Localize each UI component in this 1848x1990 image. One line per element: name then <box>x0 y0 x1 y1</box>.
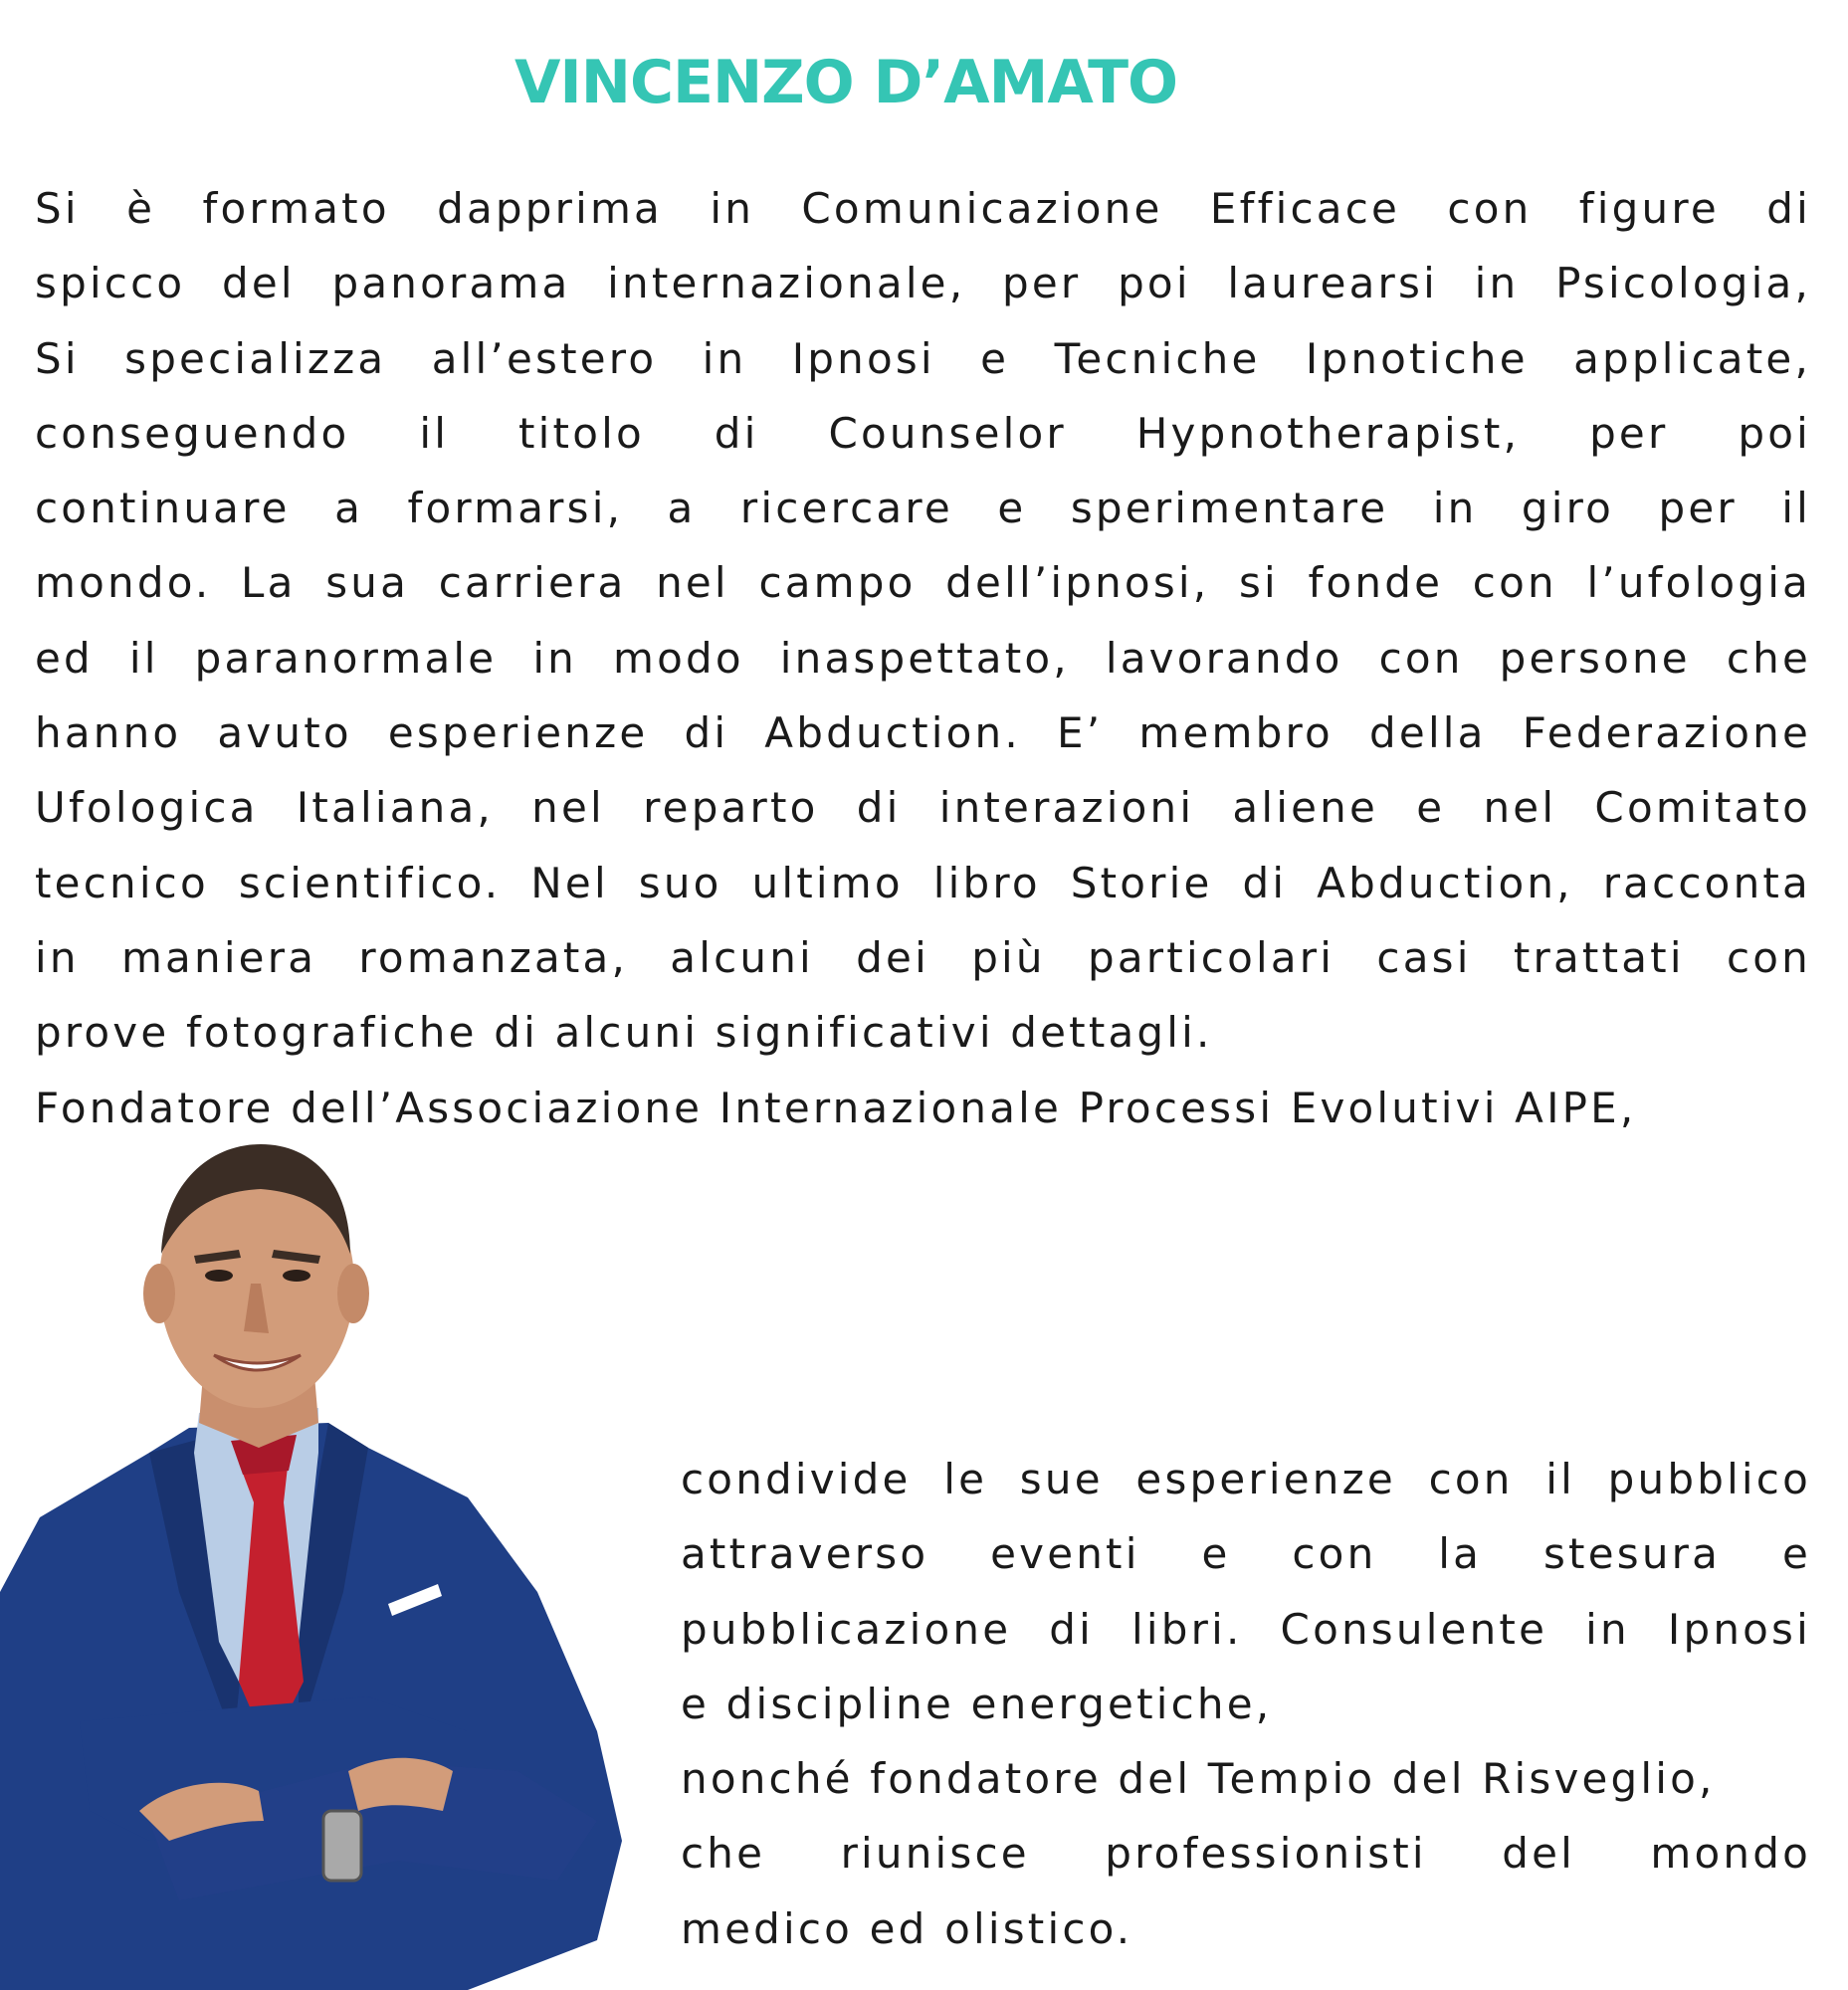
bio-line: Ufologica Italiana, nel reparto di interazioni aliene e nel Comitato <box>35 783 1811 833</box>
bio-line: Si è formato dapprima in Comunicazione Efficace con figure di <box>35 184 1811 233</box>
biography-text-top <box>35 171 1811 1145</box>
bio-line: hanno avuto esperienze di Abduction. E’ membro della Federazione <box>35 708 1811 758</box>
bio-line: continuare a formarsi, a ricercare e sperimentare in giro per il <box>35 484 1811 533</box>
portrait-image <box>0 1124 622 1990</box>
bio-line: e discipline energetiche, <box>681 1679 1273 1728</box>
bio-line: condivide le sue esperienze con il pubblico <box>681 1455 1811 1503</box>
bio-line: medico ed olistico. <box>681 1903 1133 1953</box>
bio-line: attraverso eventi e con la stesura e <box>681 1529 1811 1579</box>
bio-line: mondo. La sua carriera nel campo dell’ipnosi, si fonde con l’ufologia <box>35 558 1811 608</box>
hand-right <box>348 1758 453 1811</box>
eye-right <box>283 1270 310 1282</box>
biography-text-bottom <box>681 1442 1811 1966</box>
ear-left <box>143 1264 175 1323</box>
bio-line: conseguendo il titolo di Counselor Hypnotherapist, per poi <box>35 408 1811 458</box>
bio-line: che riunisce professionisti del mondo <box>681 1829 1811 1879</box>
eye-left <box>205 1270 233 1282</box>
ear-right <box>337 1264 369 1323</box>
bio-line: pubblicazione di libri. Consulente in Ipnosi <box>681 1604 1811 1654</box>
bio-line: Fondatore dell’Associazione Internazionale Processi Evolutivi AIPE, <box>35 1083 1637 1132</box>
page-title: VINCENZO D’AMATO <box>513 48 1178 117</box>
bio-line: prove fotografiche di alcuni significativi dettagli. <box>35 1008 1213 1058</box>
bio-line: spicco del panorama internazionale, per poi laurearsi in Psicologia, <box>35 259 1811 308</box>
bio-line: tecnico scientifico. Nel suo ultimo libro Storie di Abduction, racconta <box>35 858 1811 907</box>
bio-line: ed il paranormale in modo inaspettato, lavorando con persone che <box>35 633 1811 683</box>
bio-line: Si specializza all’estero in Ipnosi e Tecniche Ipnotiche applicate, <box>35 333 1811 383</box>
watch <box>323 1811 361 1881</box>
bio-line: nonché fondatore del Tempio del Risveglio, <box>681 1754 1716 1804</box>
bio-line: in maniera romanzata, alcuni dei più particolari casi trattati con <box>35 932 1811 982</box>
